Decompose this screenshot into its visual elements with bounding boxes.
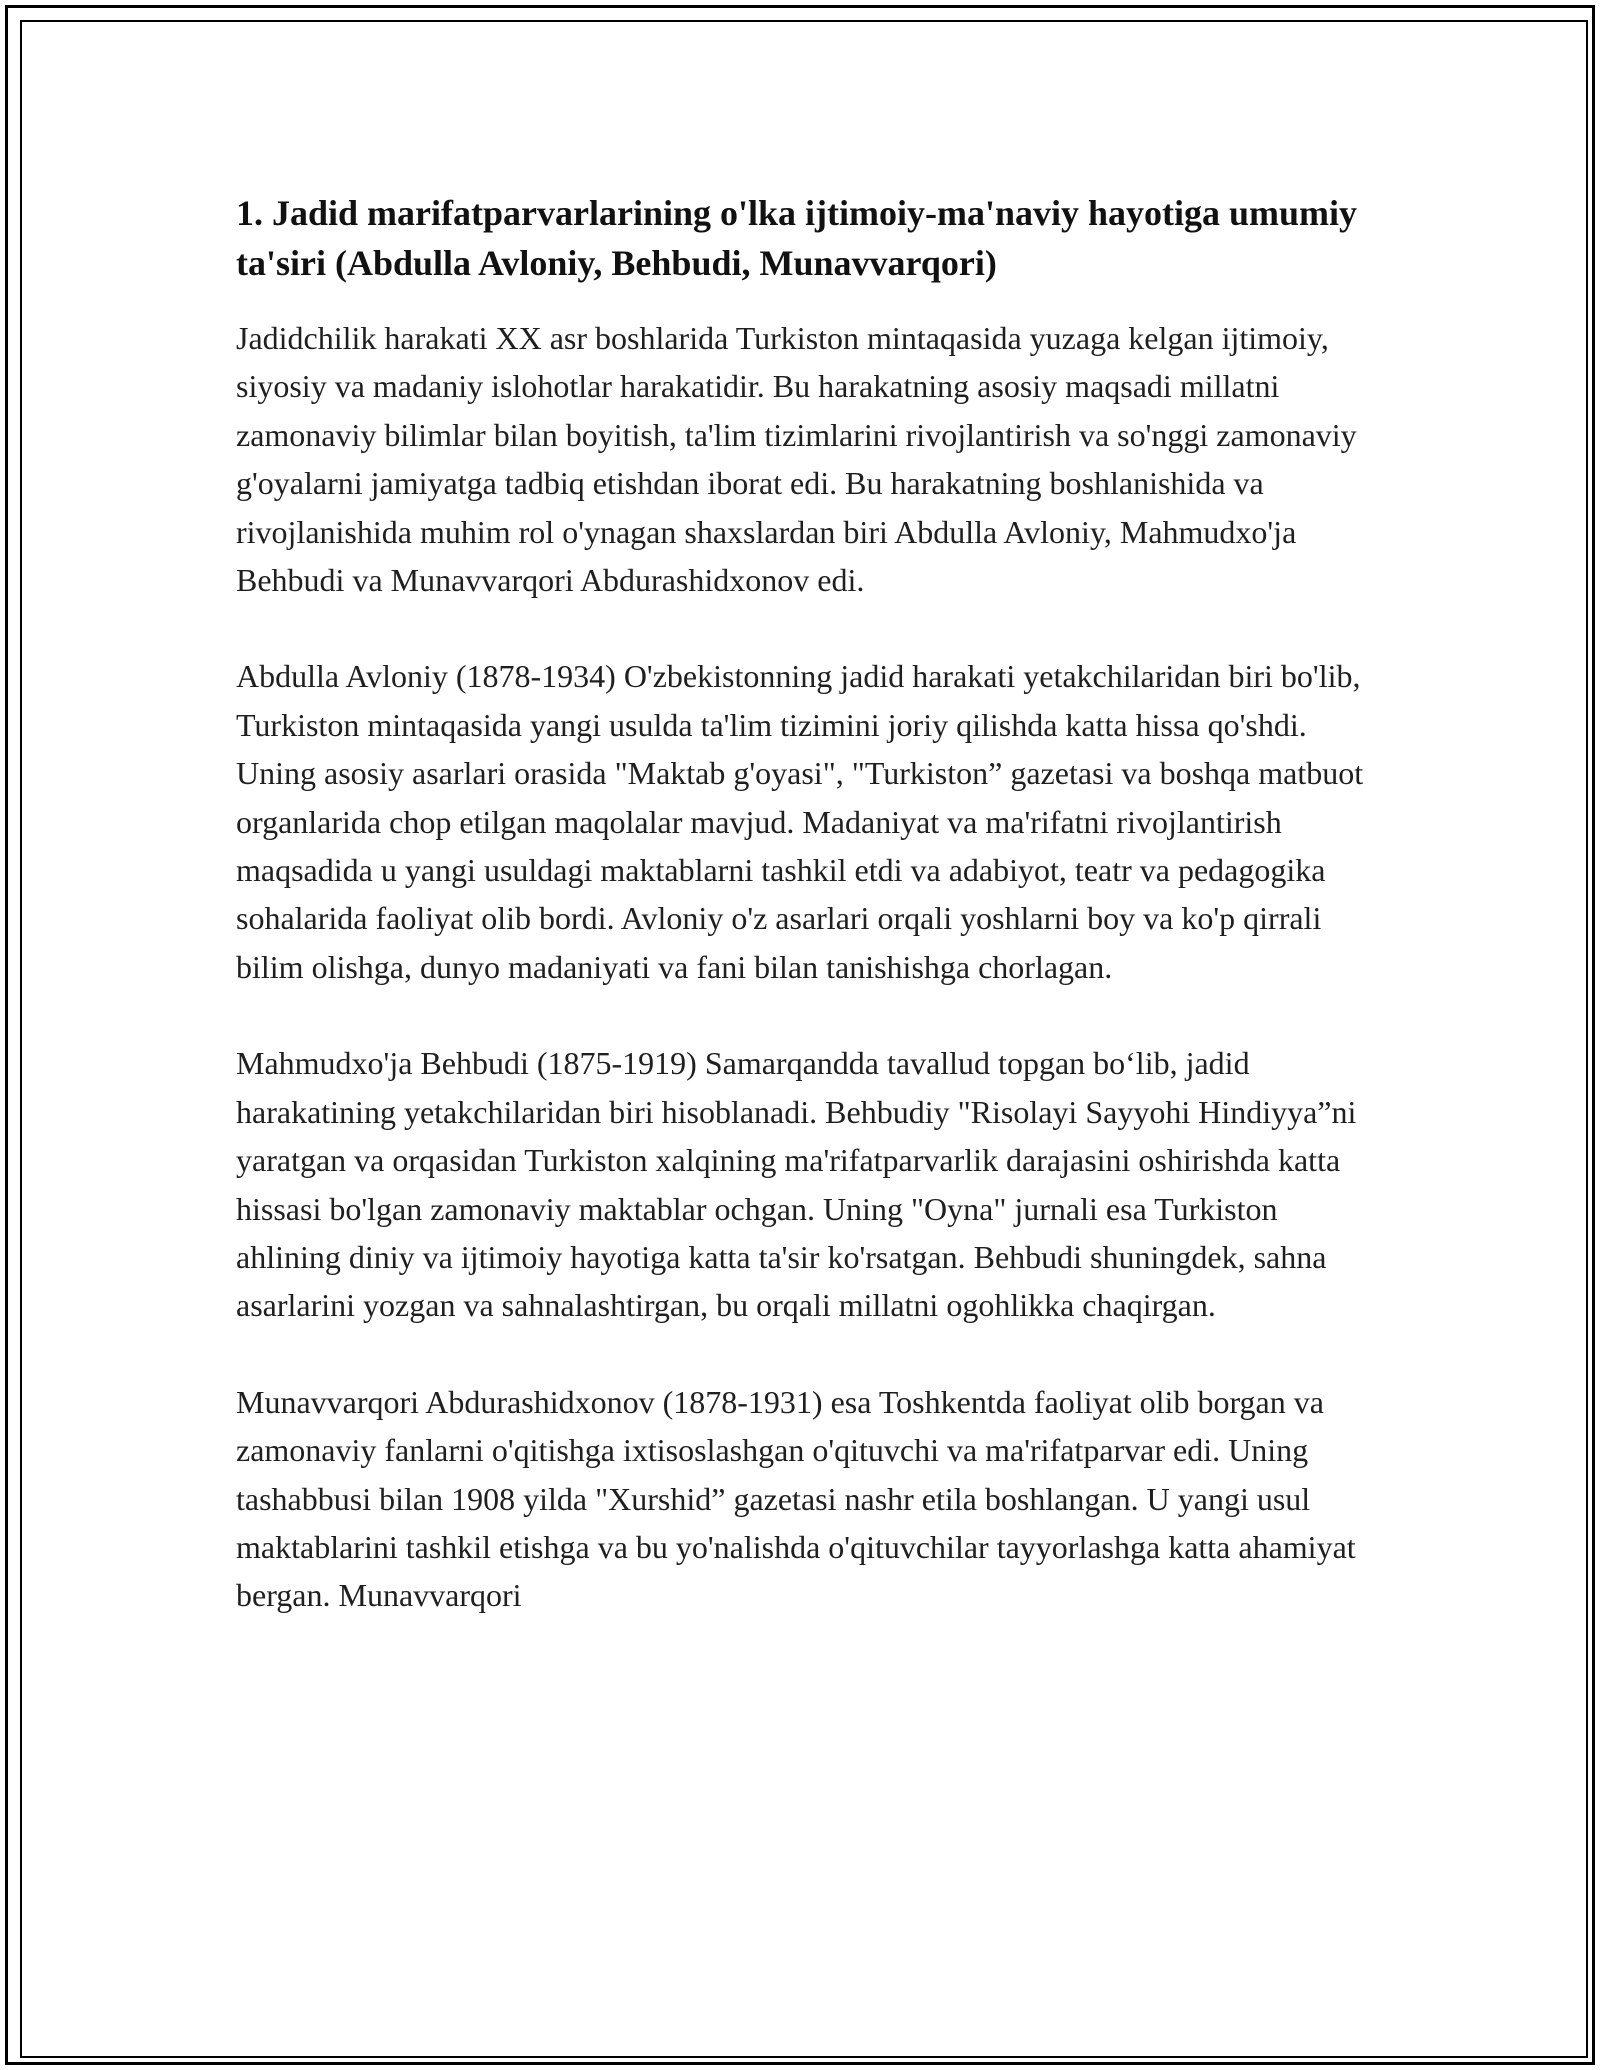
document-body [236,188,1366,1668]
paragraph-intro: Jadidchilik harakati XX asr boshlarida Turkiston mintaqasida yuzaga kelgan ijtimoiy, siyosiy va madaniy islohotlar harakatidir. Bu harakatning asosiy maqsadi millatni zamonaviy bilimlar bilan boyitish, ta'lim tizimlarini rivojlantirish va so'nggi zamonaviy g'oyalarni jamiyatga tadbiq etishdan iborat edi. Bu harakatning boshlanishida va rivojlanishida muhim rol o'ynagan shaxslardan biri Abdulla Avloniy, Mahmudxo'ja Behbudi va Munavvarqori Abdurashidxonov edi. [236,320,1357,599]
paragraph-munavvarqori: Munavvarqori Abdurashidxonov (1878-1931) esa Toshkentda faoliyat olib borgan va zamonaviy fanlarni o'qitishga ixtisoslashgan o'qituvchi va ma'rifatparvar edi. Uning tashabbusi bilan 1908 yilda "Xurshid” gazetasi nashr etila boshlangan. U yangi usul maktablarini tashkil etishga va bu yo'nalishda o'qituvchilar tayyorlashga katta ahamiyat bergan. Munavvarqori [236,1383,1356,1614]
section-heading: 1. Jadid marifatparvarlarining o'lka ijtimoiy-ma'naviy hayotiga umumiy ta'siri (Abdulla Avloniy, Behbudi, Munavvarqori) [236,193,1358,283]
paragraph-behbudi: Mahmudxo'ja Behbudi (1875-1919) Samarqandda tavallud topgan bo‘lib, jadid harakatining yetakchilaridan biri hisoblanadi. Behbudiy "Risolayi Sayyohi Hindiyya”ni yaratgan va orqasidan Turkiston xalqining ma'rifatparvarlik darajasini oshirishda katta hissasi bo'lgan zamonaviy maktablar ochgan. Uning "Oyna" jurnali esa Turkiston ahlining diniy va ijtimoiy hayotiga katta ta'sir ko'rsatgan. Behbudi shuningdek, sahna asarlarini yozgan va sahnalashtirgan, bu orqali millatni ogohlikka chaqirgan. [236,1045,1357,1324]
paragraph-avloniy: Abdulla Avloniy (1878-1934) O'zbekistonning jadid harakati yetakchilaridan biri bo'lib, Turkiston mintaqasida yangi usulda ta'lim tizimini joriy qilishda katta hissa qo'shdi. Uning asosiy asarlari orasida "Maktab g'oyasi", "Turkiston” gazetasi va boshqa matbuot organlarida chop etilgan maqolalar mavjud. Madaniyat va ma'rifatni rivojlantirish maqsadida u yangi usuldagi maktablarni tashkil etdi va adabiyot, teatr va pedagogika sohalarida faoliyat olib bordi. Avloniy o'z asarlari orqali yoshlarni boy va ko'p qirrali bilim olishga, dunyo madaniyati va fani bilan tanishishga chorlagan. [236,658,1364,985]
